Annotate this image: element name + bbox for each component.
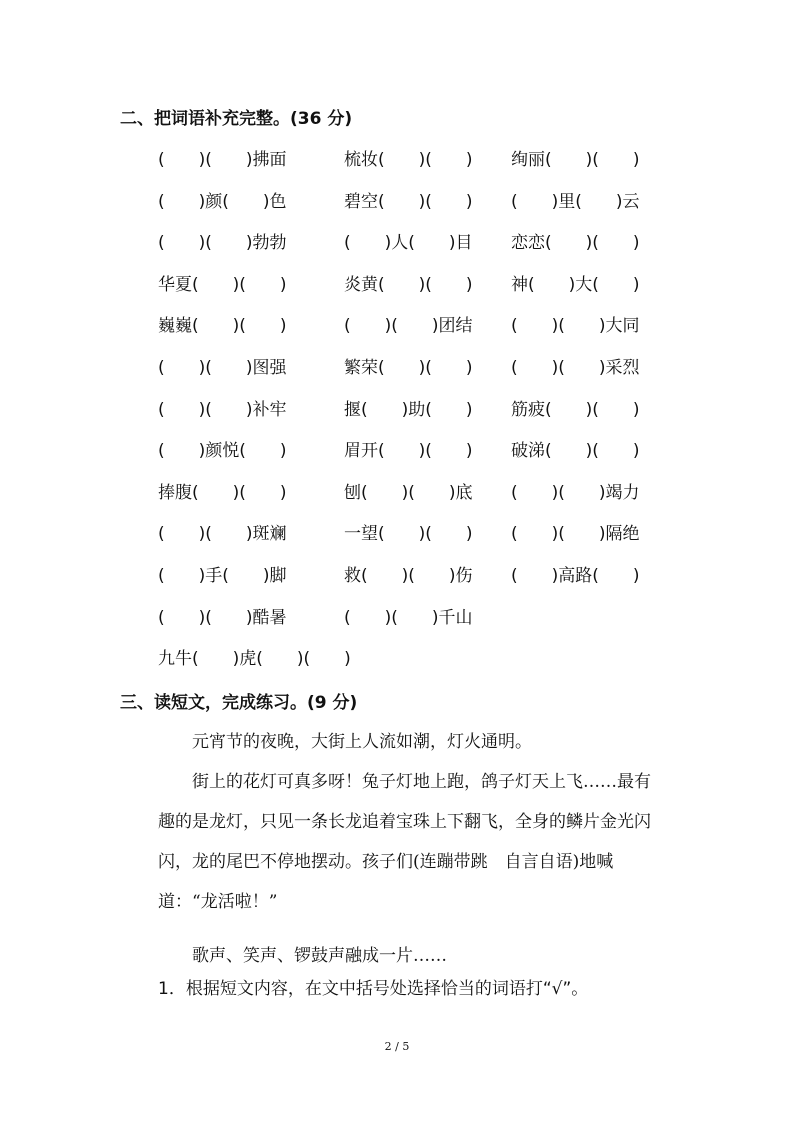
section-2-heading: 二、把词语补充完整。(36 分) — [120, 109, 353, 129]
word-item: ( )( )酷暑 — [158, 607, 287, 628]
passage-paragraph: 元宵节的夜晚，大街上人流如潮，灯火通明。 — [192, 732, 532, 752]
word-item: ( )里( )云 — [511, 191, 640, 212]
grid-row — [158, 265, 698, 307]
word-item: ( )( )图强 — [158, 357, 287, 378]
passage-paragraph: 歌声、笑声、锣鼓声融成一片…… — [192, 946, 447, 966]
section-3-heading: 三、读短文，完成练习。(9 分) — [120, 693, 358, 713]
grid-row — [158, 182, 698, 224]
word-item: 刨( )( )底 — [344, 482, 473, 503]
reading-passage — [158, 722, 658, 976]
word-item: ( )高路( ) — [511, 565, 640, 586]
word-item: 揠( )助( ) — [344, 399, 473, 420]
grid-row — [158, 473, 698, 515]
word-item: 炎黄( )( ) — [344, 274, 473, 295]
grid-row — [158, 556, 698, 598]
word-completion-grid — [158, 140, 698, 681]
word-item: 恋恋( )( ) — [511, 233, 640, 254]
grid-row — [158, 431, 698, 473]
grid-row — [158, 140, 698, 182]
grid-row — [158, 348, 698, 390]
grid-row — [158, 598, 698, 640]
word-item: ( )( )竭力 — [511, 482, 640, 503]
word-item: ( )( )拂面 — [158, 150, 287, 170]
word-item: 华夏( )( ) — [158, 274, 287, 295]
grid-row — [158, 390, 698, 432]
word-item: ( )( )团结 — [344, 316, 473, 337]
word-item: 破涕( )( ) — [511, 441, 640, 462]
word-item: ( )人( )目 — [344, 233, 473, 254]
grid-row — [158, 514, 698, 556]
word-item: 捧腹( )( ) — [158, 482, 287, 503]
question-1: 1．根据短文内容，在文中括号处选择恰当的词语打“√”。 — [158, 979, 589, 999]
word-item: ( )( )隔绝 — [511, 524, 640, 545]
word-item: ( )( )采烈 — [511, 357, 640, 378]
word-item: 救( )( )伤 — [344, 565, 473, 586]
grid-row — [158, 223, 698, 265]
word-item: 九牛( )虎( )( ) — [158, 649, 351, 670]
word-item: 神( )大( ) — [511, 274, 640, 295]
word-item: ( )( )大同 — [511, 316, 640, 337]
word-item: ( )手( )脚 — [158, 565, 287, 586]
word-item: 繁荣( )( ) — [344, 357, 473, 378]
word-item: ( )颜悦( ) — [158, 441, 287, 462]
passage-paragraph: 街上的花灯可真多呀！兔子灯地上跑，鸽子灯天上飞……最有趣的是龙灯，只见一条长龙追着宝珠上下翻飞，全身的鳞片金光闪闪，龙的尾巴不停地摆动。孩子们(连蹦带跳 自言自语)地喊道：“龙活啦！” — [158, 772, 651, 912]
word-item: ( )( )斑斓 — [158, 524, 287, 545]
word-item: 巍巍( )( ) — [158, 316, 287, 337]
page-number: 2 / 5 — [384, 1040, 410, 1053]
word-item: 碧空( )( ) — [344, 191, 473, 212]
word-item: 绚丽( )( ) — [511, 150, 640, 170]
grid-row — [158, 639, 698, 681]
word-item: ( )颜( )色 — [158, 191, 287, 212]
word-item: ( )( )千山 — [344, 607, 473, 628]
word-item: 筋疲( )( ) — [511, 399, 640, 420]
word-item: 梳妆( )( ) — [344, 150, 473, 170]
word-item: 一望( )( ) — [344, 524, 473, 545]
word-item: ( )( )勃勃 — [158, 233, 287, 254]
word-item: 眉开( )( ) — [344, 441, 473, 462]
word-item: ( )( )补牢 — [158, 399, 287, 420]
grid-row — [158, 306, 698, 348]
